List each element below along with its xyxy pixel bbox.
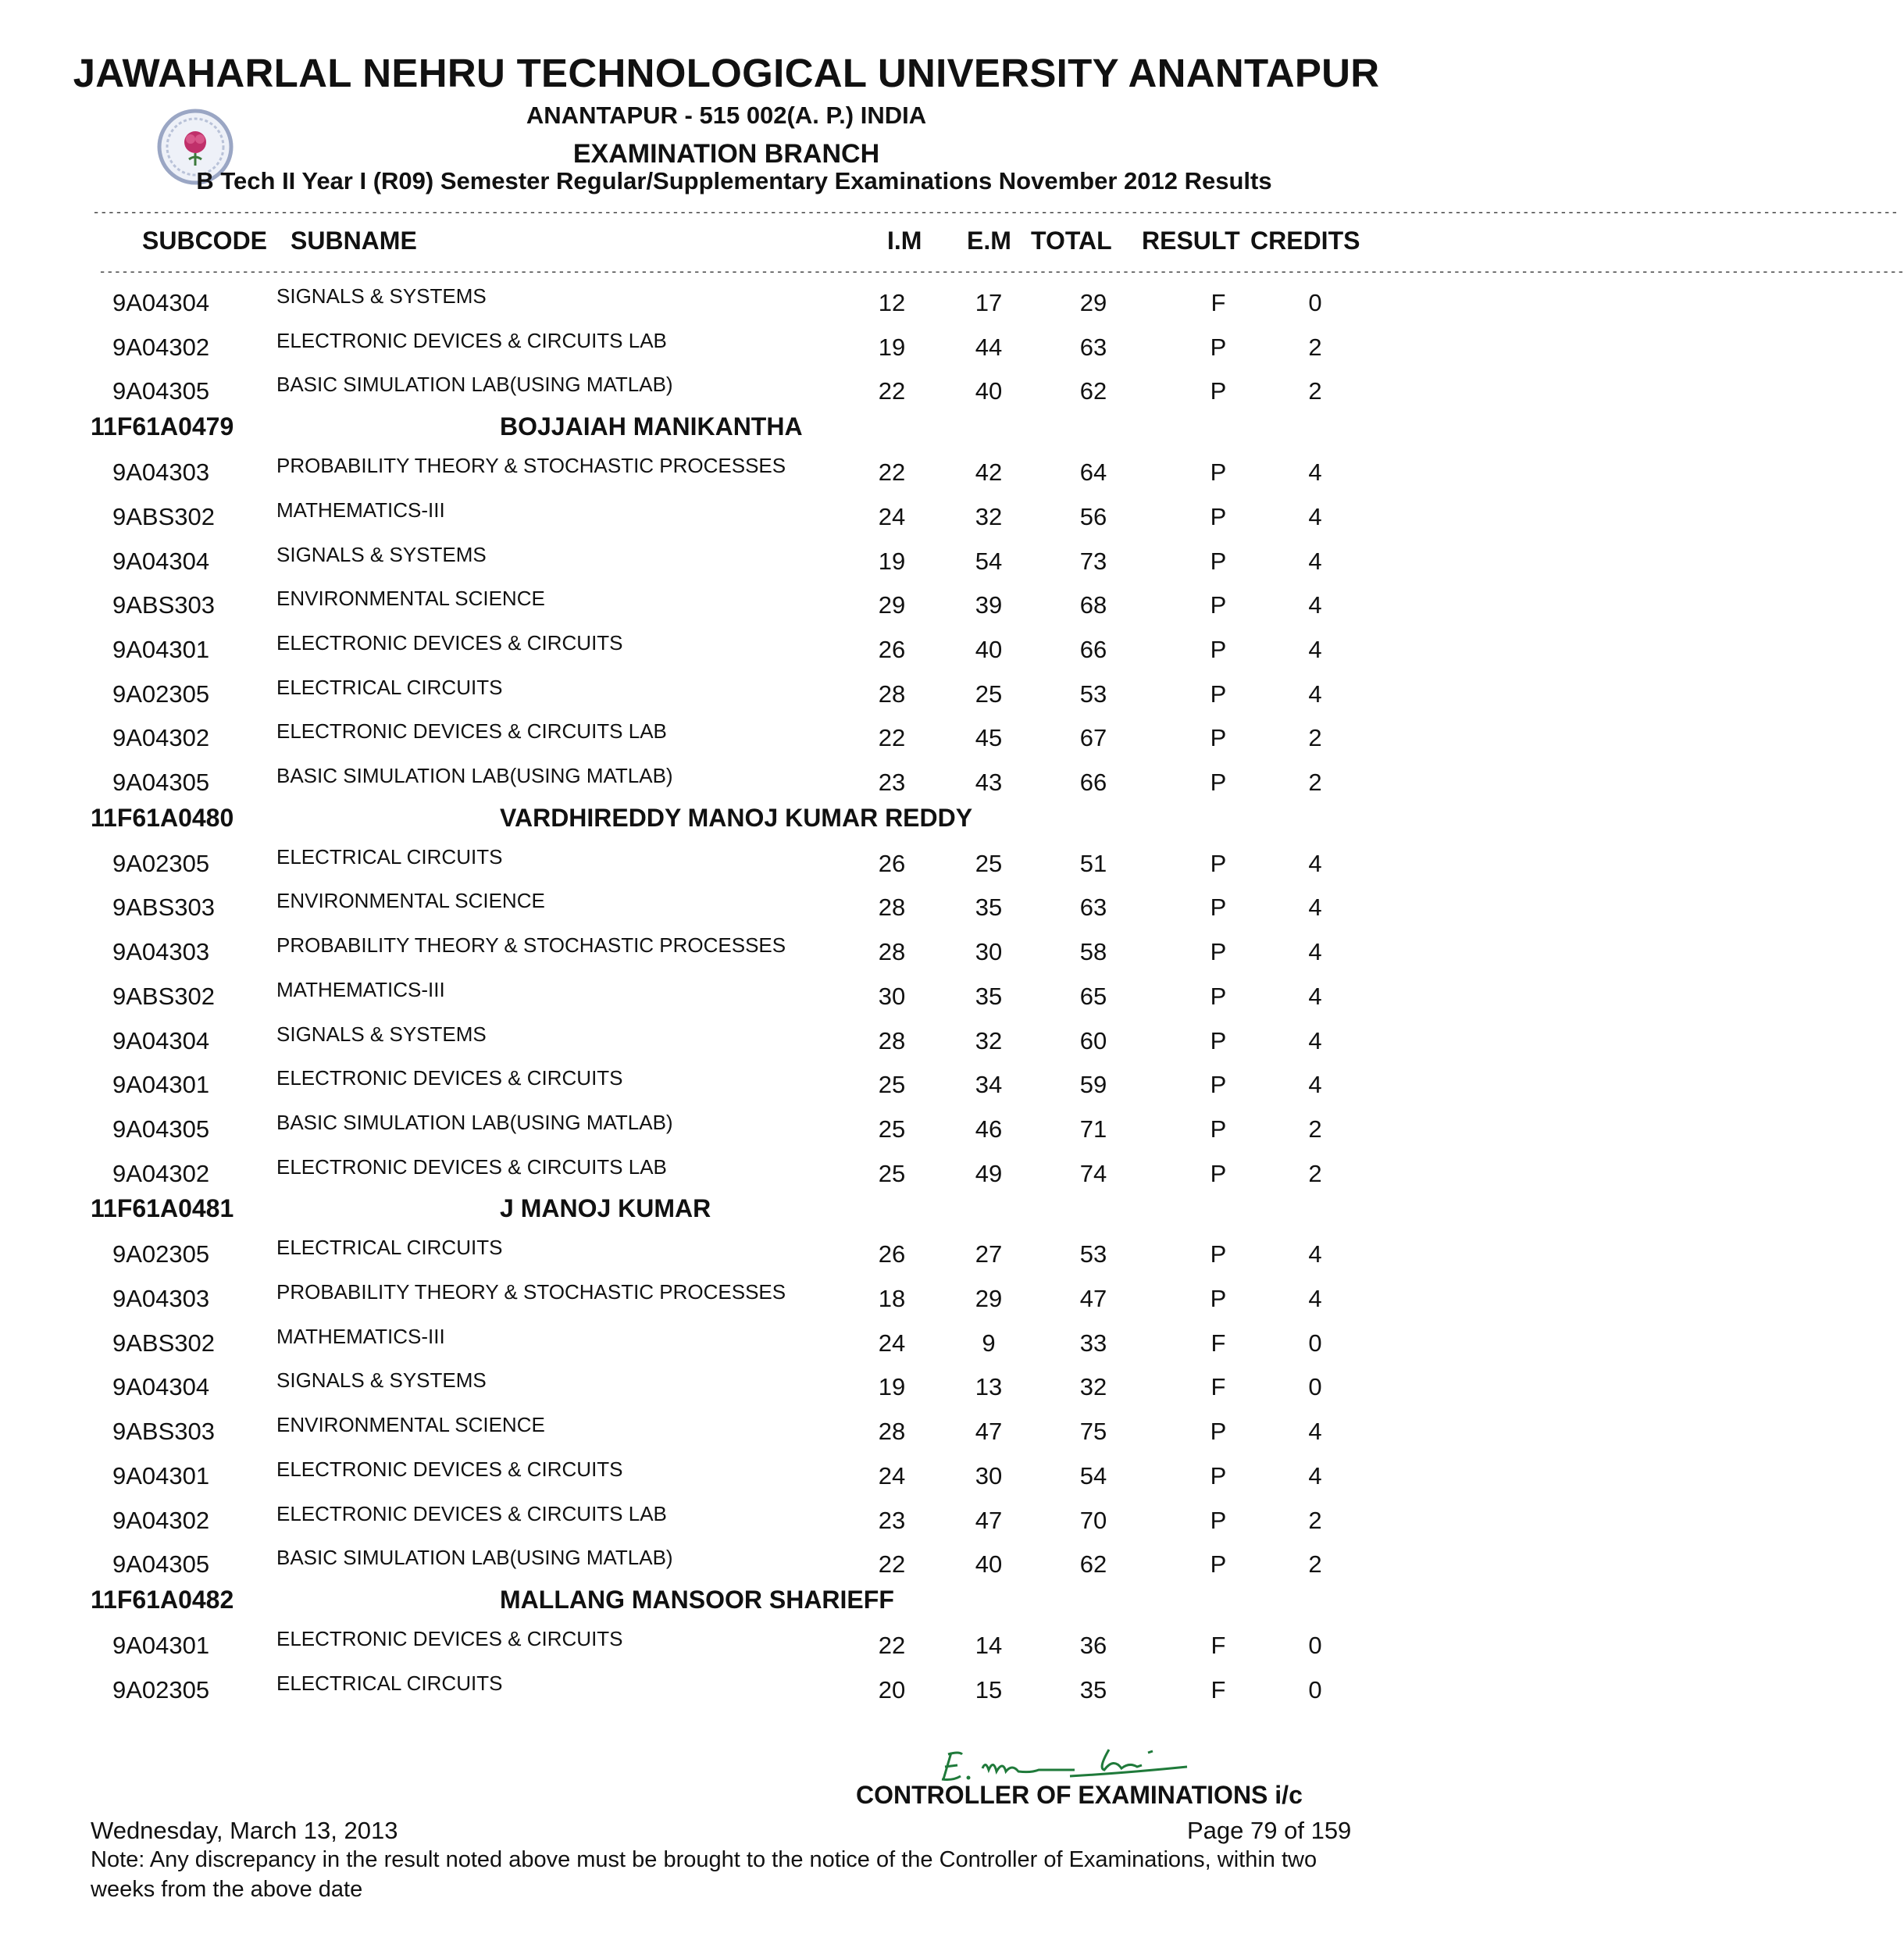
result: P <box>1210 1240 1227 1268</box>
im-mark: 28 <box>878 1026 906 1054</box>
student-id: 11F61A0479 <box>91 412 234 441</box>
em-mark: 39 <box>975 591 1003 619</box>
subname: MATHEMATICS-III <box>276 977 445 1001</box>
table-row <box>0 1362 1599 1406</box>
table-row <box>0 1407 1599 1450</box>
subname: ELECTRICAL CIRCUITS <box>276 1236 503 1260</box>
student-header <box>0 802 1599 841</box>
subname: ELECTRICAL CIRCUITS <box>276 844 503 869</box>
subcode: 9ABS302 <box>112 502 215 530</box>
im-mark: 24 <box>878 1329 906 1357</box>
result: P <box>1210 458 1227 487</box>
em-mark: 14 <box>975 1631 1003 1659</box>
em-mark: 30 <box>975 1461 1003 1489</box>
im-mark: 28 <box>878 894 906 922</box>
total-mark: 71 <box>1079 1115 1107 1143</box>
student-name: VARDHIREDDY MANOJ KUMAR REDDY <box>500 803 973 832</box>
result: F <box>1211 1373 1226 1401</box>
em-mark: 13 <box>975 1373 1003 1401</box>
divider-header: ------------------------------------------------------------------------------------------------------------------------------------------------------------------------------------------------------------------------------------------------ <box>98 264 1904 280</box>
table-row <box>0 1060 1599 1104</box>
student-name: MALLANG MANSOOR SHARIEFF <box>500 1585 894 1614</box>
subcode: 9ABS302 <box>112 982 215 1010</box>
total-mark: 64 <box>1079 458 1107 487</box>
em-mark: 35 <box>975 982 1003 1010</box>
subcode: 9A04302 <box>112 1159 210 1187</box>
subname: BASIC SIMULATION LAB(USING MATLAB) <box>276 764 673 787</box>
subcode: 9A04304 <box>112 547 210 575</box>
credits: 0 <box>1308 1675 1322 1703</box>
subcode: 9A04305 <box>112 769 210 796</box>
result: P <box>1210 1115 1227 1143</box>
subname: ELECTRONIC DEVICES & CIRCUITS LAB <box>276 719 667 744</box>
subcode: 9A04301 <box>112 1631 210 1659</box>
result: P <box>1210 680 1227 708</box>
em-mark: 49 <box>975 1159 1003 1187</box>
subcode: 9A04304 <box>112 289 210 316</box>
subcode: 9A04301 <box>112 1071 210 1099</box>
total-mark: 51 <box>1079 849 1107 877</box>
credits: 4 <box>1308 635 1322 663</box>
col-subname-header: SUBNAME <box>291 227 417 255</box>
credits: 2 <box>1308 333 1322 361</box>
table-row <box>0 366 1599 410</box>
subcode: 9A04304 <box>112 1026 210 1054</box>
total-mark: 33 <box>1079 1329 1107 1357</box>
subname: BASIC SIMULATION LAB(USING MATLAB) <box>276 1546 673 1570</box>
total-mark: 32 <box>1079 1373 1107 1401</box>
result: P <box>1210 1461 1227 1489</box>
table-row <box>0 669 1599 713</box>
subname: ENVIRONMENTAL SCIENCE <box>276 889 545 913</box>
result: P <box>1210 1026 1227 1054</box>
result: P <box>1210 1285 1227 1312</box>
em-mark: 42 <box>975 458 1003 487</box>
subname: SIGNALS & SYSTEMS <box>276 1368 487 1393</box>
im-mark: 22 <box>878 724 906 752</box>
credits: 2 <box>1308 1506 1322 1534</box>
result: P <box>1210 1159 1227 1187</box>
result: P <box>1210 938 1227 966</box>
em-mark: 32 <box>975 1026 1003 1054</box>
im-mark: 12 <box>878 289 906 316</box>
subcode: 9ABS303 <box>112 1418 215 1446</box>
total-mark: 63 <box>1079 894 1107 922</box>
im-mark: 28 <box>878 1418 906 1446</box>
credits: 4 <box>1308 1418 1322 1446</box>
table-row <box>0 448 1599 491</box>
subname: ELECTRONIC DEVICES & CIRCUITS <box>276 1066 623 1090</box>
col-result-header: RESULT <box>1142 227 1240 255</box>
total-mark: 68 <box>1079 591 1107 619</box>
im-mark: 30 <box>878 982 906 1010</box>
em-mark: 47 <box>975 1418 1003 1446</box>
subcode: 9A04302 <box>112 724 210 752</box>
subname: ENVIRONMENTAL SCIENCE <box>276 1413 545 1437</box>
table-row <box>0 537 1599 580</box>
subcode: 9A02305 <box>112 849 210 877</box>
credits: 2 <box>1308 724 1322 752</box>
result: P <box>1210 377 1227 405</box>
subcode: 9ABS303 <box>112 591 215 619</box>
em-mark: 34 <box>975 1071 1003 1099</box>
table-row <box>0 580 1599 624</box>
total-mark: 74 <box>1079 1159 1107 1187</box>
table-row <box>0 625 1599 669</box>
im-mark: 24 <box>878 1461 906 1489</box>
col-credits-header: CREDITS <box>1250 227 1360 255</box>
total-mark: 29 <box>1079 289 1107 316</box>
total-mark: 70 <box>1079 1506 1107 1534</box>
subcode: 9A04303 <box>112 458 210 487</box>
controller-title: CONTROLLER OF EXAMINATIONS i/c <box>856 1781 1303 1809</box>
em-mark: 29 <box>975 1285 1003 1312</box>
col-em-header: E.M <box>967 227 1011 255</box>
credits: 0 <box>1308 1631 1322 1659</box>
im-mark: 24 <box>878 502 906 530</box>
em-mark: 32 <box>975 502 1003 530</box>
subname: SIGNALS & SYSTEMS <box>276 284 487 308</box>
result: P <box>1210 982 1227 1010</box>
credits: 4 <box>1308 1026 1322 1054</box>
total-mark: 47 <box>1079 1285 1107 1312</box>
subcode: 9A02305 <box>112 1240 210 1268</box>
subname: SIGNALS & SYSTEMS <box>276 1022 487 1046</box>
student-header <box>0 1584 1599 1623</box>
subcode: 9A04302 <box>112 333 210 361</box>
total-mark: 66 <box>1079 769 1107 796</box>
im-mark: 20 <box>878 1675 906 1703</box>
im-mark: 18 <box>878 1285 906 1312</box>
im-mark: 26 <box>878 635 906 663</box>
em-mark: 45 <box>975 724 1003 752</box>
result: P <box>1210 769 1227 796</box>
em-mark: 30 <box>975 938 1003 966</box>
im-mark: 22 <box>878 1631 906 1659</box>
subname: ENVIRONMENTAL SCIENCE <box>276 587 545 611</box>
total-mark: 75 <box>1079 1418 1107 1446</box>
table-row <box>0 1104 1599 1148</box>
total-mark: 59 <box>1079 1071 1107 1099</box>
im-mark: 22 <box>878 1550 906 1579</box>
em-mark: 17 <box>975 289 1003 316</box>
credits: 2 <box>1308 377 1322 405</box>
subname: ELECTRONIC DEVICES & CIRCUITS <box>276 1626 623 1650</box>
subcode: 9A04301 <box>112 635 210 663</box>
im-mark: 26 <box>878 1240 906 1268</box>
credits: 4 <box>1308 547 1322 575</box>
subname: PROBABILITY THEORY & STOCHASTIC PROCESSES <box>276 454 786 478</box>
subname: MATHEMATICS-III <box>276 498 445 522</box>
subname: ELECTRONIC DEVICES & CIRCUITS <box>276 630 623 655</box>
table-row <box>0 758 1599 801</box>
subcode: 9A04305 <box>112 1550 210 1579</box>
subcode: 9ABS303 <box>112 894 215 922</box>
result: P <box>1210 1071 1227 1099</box>
report-date: Wednesday, March 13, 2013 <box>91 1817 398 1844</box>
result: P <box>1210 333 1227 361</box>
em-mark: 9 <box>982 1329 996 1357</box>
table-row <box>0 278 1599 322</box>
total-mark: 36 <box>1079 1631 1107 1659</box>
university-address: ANANTAPUR - 515 002(A. P.) INDIA <box>526 102 927 129</box>
total-mark: 63 <box>1079 333 1107 361</box>
result: P <box>1210 502 1227 530</box>
credits: 2 <box>1308 1159 1322 1187</box>
subname: ELECTRICAL CIRCUITS <box>276 675 503 699</box>
subname: SIGNALS & SYSTEMS <box>276 542 487 566</box>
student-header <box>0 411 1599 450</box>
credits: 2 <box>1308 769 1322 796</box>
subcode: 9A02305 <box>112 1675 210 1703</box>
subname: BASIC SIMULATION LAB(USING MATLAB) <box>276 373 673 397</box>
table-row <box>0 323 1599 366</box>
table-row <box>0 713 1599 757</box>
credits: 4 <box>1308 982 1322 1010</box>
im-mark: 25 <box>878 1071 906 1099</box>
table-row <box>0 1539 1599 1583</box>
table-row <box>0 1274 1599 1318</box>
col-subcode-header: SUBCODE <box>142 227 268 255</box>
im-mark: 29 <box>878 591 906 619</box>
total-mark: 62 <box>1079 377 1107 405</box>
table-row <box>0 1318 1599 1362</box>
credits: 4 <box>1308 938 1322 966</box>
total-mark: 73 <box>1079 547 1107 575</box>
credits: 4 <box>1308 1240 1322 1268</box>
exam-title: B Tech II Year I (R09) Semester Regular/Supplementary Examinations November 2012 Results <box>196 167 1272 194</box>
table-row <box>0 492 1599 536</box>
result: P <box>1210 591 1227 619</box>
em-mark: 15 <box>975 1675 1003 1703</box>
table-row <box>0 1149 1599 1193</box>
result: P <box>1210 635 1227 663</box>
credits: 2 <box>1308 1115 1322 1143</box>
table-row <box>0 1229 1599 1273</box>
im-mark: 19 <box>878 547 906 575</box>
im-mark: 28 <box>878 938 906 966</box>
subcode: 9A04303 <box>112 938 210 966</box>
table-row <box>0 927 1599 971</box>
table-row <box>0 1451 1599 1495</box>
em-mark: 54 <box>975 547 1003 575</box>
total-mark: 53 <box>1079 680 1107 708</box>
im-mark: 25 <box>878 1159 906 1187</box>
student-id: 11F61A0481 <box>91 1194 234 1223</box>
student-id: 11F61A0480 <box>91 803 234 832</box>
subcode: 9A04304 <box>112 1373 210 1401</box>
result: F <box>1211 289 1226 316</box>
student-header <box>0 1193 1599 1232</box>
em-mark: 47 <box>975 1506 1003 1534</box>
em-mark: 46 <box>975 1115 1003 1143</box>
credits: 4 <box>1308 894 1322 922</box>
subname: PROBABILITY THEORY & STOCHASTIC PROCESSES <box>276 933 786 958</box>
total-mark: 66 <box>1079 635 1107 663</box>
result: P <box>1210 1418 1227 1446</box>
subcode: 9A04303 <box>112 1285 210 1312</box>
table-row <box>0 1496 1599 1539</box>
credits: 4 <box>1308 591 1322 619</box>
credits: 4 <box>1308 1285 1322 1312</box>
result: P <box>1210 894 1227 922</box>
signature <box>937 1737 1203 1787</box>
table-row <box>0 1016 1599 1060</box>
col-im-header: I.M <box>887 227 922 255</box>
total-mark: 62 <box>1079 1550 1107 1579</box>
im-mark: 19 <box>878 333 906 361</box>
student-name: BOJJAIAH MANIKANTHA <box>500 412 803 441</box>
total-mark: 53 <box>1079 1240 1107 1268</box>
im-mark: 28 <box>878 680 906 708</box>
subcode: 9A04305 <box>112 377 210 405</box>
subname: MATHEMATICS-III <box>276 1324 445 1348</box>
total-mark: 65 <box>1079 982 1107 1010</box>
subname: BASIC SIMULATION LAB(USING MATLAB) <box>276 1110 673 1134</box>
branch-title: EXAMINATION BRANCH <box>572 139 880 169</box>
divider-top: ------------------------------------------------------------------------------------------------------------------------------------------------------------------------------------------------------------------------------------------------ <box>92 205 1899 220</box>
result: P <box>1210 1506 1227 1534</box>
im-mark: 22 <box>878 458 906 487</box>
credits: 2 <box>1308 1550 1322 1579</box>
col-total-header: TOTAL <box>1031 227 1112 255</box>
subcode: 9A04302 <box>112 1506 210 1534</box>
subname: ELECTRICAL CIRCUITS <box>276 1671 503 1695</box>
subname: PROBABILITY THEORY & STOCHASTIC PROCESSES <box>276 1280 786 1304</box>
credits: 0 <box>1308 1373 1322 1401</box>
result: F <box>1211 1675 1226 1703</box>
credits: 0 <box>1308 289 1322 316</box>
result: F <box>1211 1631 1226 1659</box>
em-mark: 25 <box>975 680 1003 708</box>
credits: 4 <box>1308 849 1322 877</box>
credits: 4 <box>1308 458 1322 487</box>
result: P <box>1210 547 1227 575</box>
em-mark: 35 <box>975 894 1003 922</box>
page-number: Page 79 of 159 <box>1187 1817 1352 1844</box>
total-mark: 58 <box>1079 938 1107 966</box>
im-mark: 23 <box>878 1506 906 1534</box>
student-name: J MANOJ KUMAR <box>500 1194 711 1223</box>
subname: ELECTRONIC DEVICES & CIRCUITS LAB <box>276 1154 667 1179</box>
em-mark: 43 <box>975 769 1003 796</box>
em-mark: 40 <box>975 377 1003 405</box>
im-mark: 23 <box>878 769 906 796</box>
credits: 4 <box>1308 680 1322 708</box>
em-mark: 44 <box>975 333 1003 361</box>
student-id: 11F61A0482 <box>91 1585 234 1614</box>
total-mark: 67 <box>1079 724 1107 752</box>
subname: ELECTRONIC DEVICES & CIRCUITS LAB <box>276 328 667 352</box>
credits: 0 <box>1308 1329 1322 1357</box>
im-mark: 22 <box>878 377 906 405</box>
table-row <box>0 839 1599 883</box>
subcode: 9ABS302 <box>112 1329 215 1357</box>
discrepancy-note: Note: Any discrepancy in the result noted above must be brought to the notice of the Controller of Examinations, within two weeks from the above date <box>91 1847 1317 1902</box>
credits: 4 <box>1308 1071 1322 1099</box>
total-mark: 54 <box>1079 1461 1107 1489</box>
university-title: JAWAHARLAL NEHRU TECHNOLOGICAL UNIVERSITY ANANTAPUR <box>73 51 1380 95</box>
result: P <box>1210 724 1227 752</box>
total-mark: 60 <box>1079 1026 1107 1054</box>
em-mark: 40 <box>975 635 1003 663</box>
subcode: 9A04305 <box>112 1115 210 1143</box>
em-mark: 40 <box>975 1550 1003 1579</box>
result: F <box>1211 1329 1226 1357</box>
credits: 4 <box>1308 1461 1322 1489</box>
em-mark: 25 <box>975 849 1003 877</box>
total-mark: 35 <box>1079 1675 1107 1703</box>
subname: ELECTRONIC DEVICES & CIRCUITS LAB <box>276 1501 667 1525</box>
im-mark: 25 <box>878 1115 906 1143</box>
subcode: 9A04301 <box>112 1461 210 1489</box>
credits: 4 <box>1308 502 1322 530</box>
table-row <box>0 972 1599 1015</box>
em-mark: 27 <box>975 1240 1003 1268</box>
table-row <box>0 1665 1599 1709</box>
result: P <box>1210 849 1227 877</box>
result: P <box>1210 1550 1227 1579</box>
subcode: 9A02305 <box>112 680 210 708</box>
im-mark: 19 <box>878 1373 906 1401</box>
subname: ELECTRONIC DEVICES & CIRCUITS <box>276 1457 623 1481</box>
table-row <box>0 1621 1599 1664</box>
im-mark: 26 <box>878 849 906 877</box>
total-mark: 56 <box>1079 502 1107 530</box>
table-row <box>0 883 1599 926</box>
